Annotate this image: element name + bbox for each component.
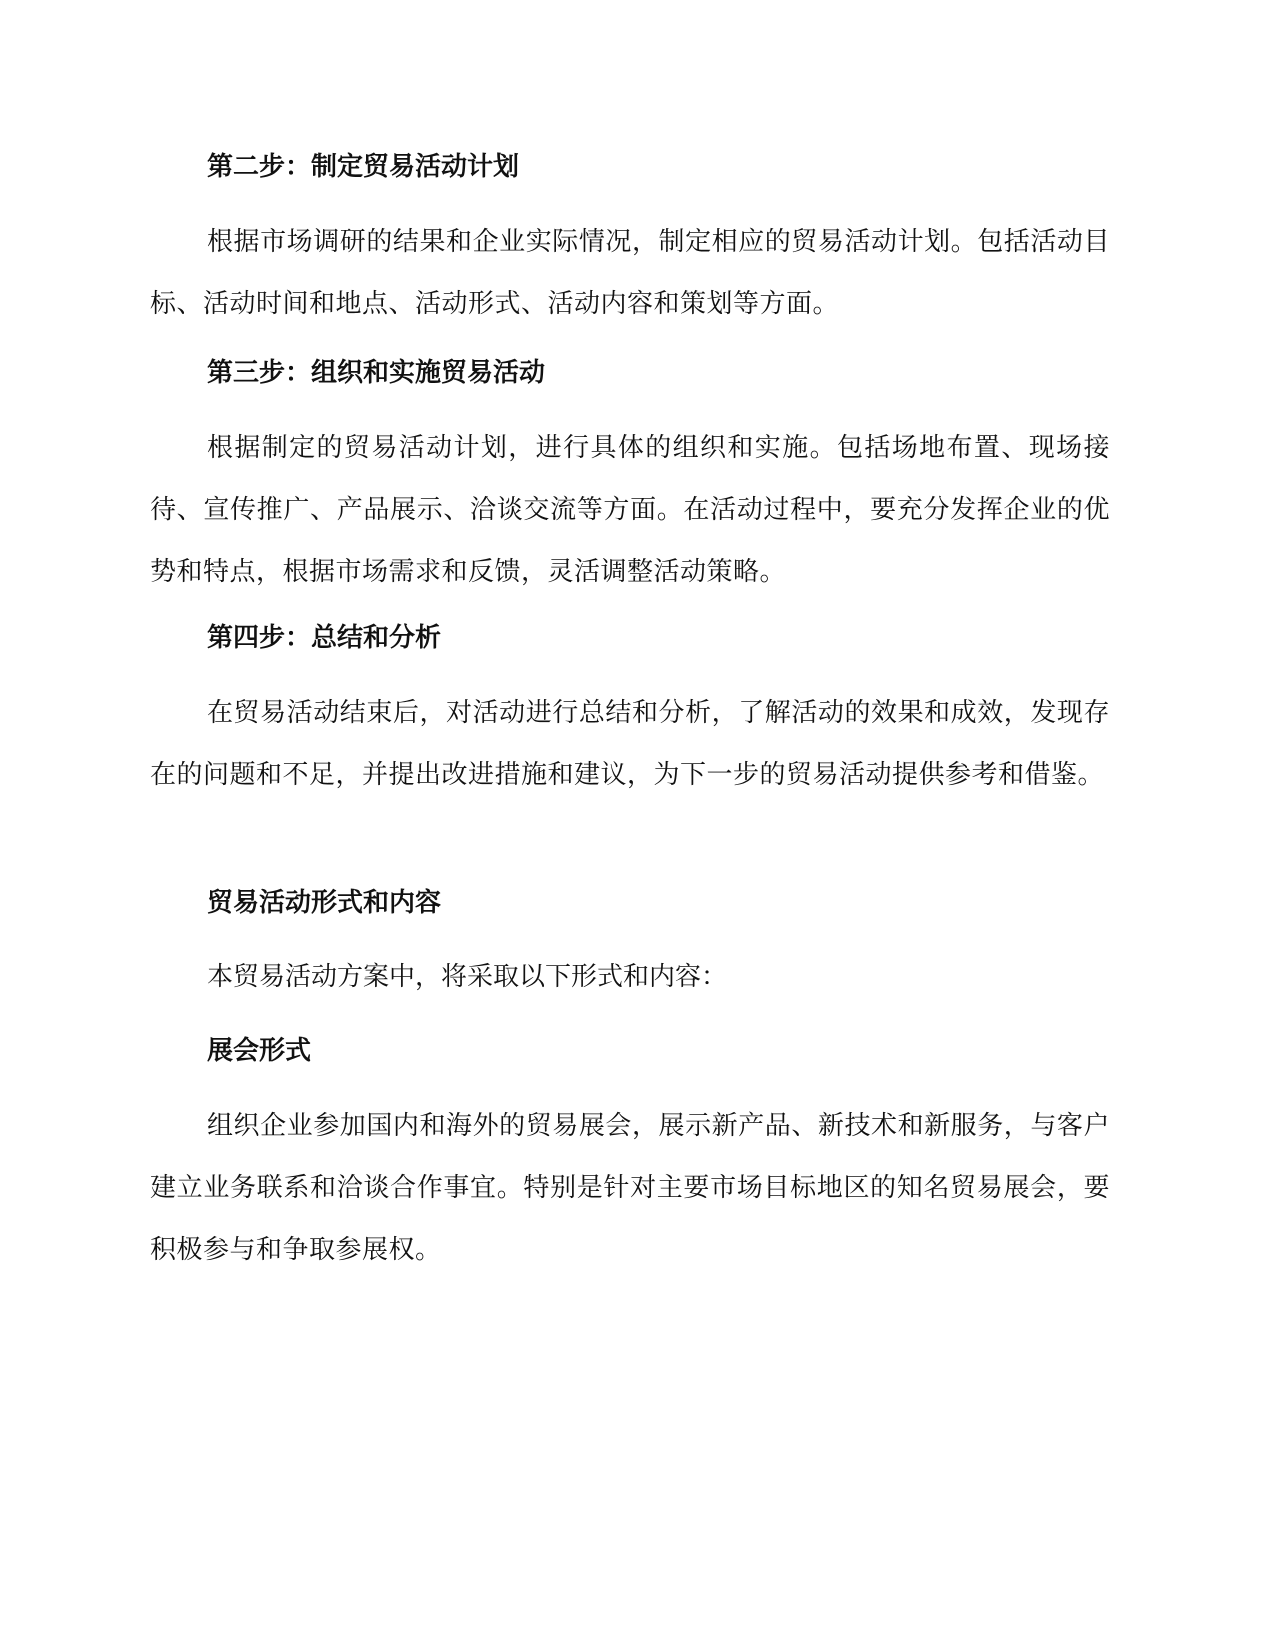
step3-heading: 第三步：组织和实施贸易活动: [207, 358, 546, 388]
step3-paragraph: 根据制定的贸易活动计划，进行具体的组织和实施。包括场地布置、现场接待、宣传推广、产品展示、洽谈交流等方面。在活动过程中，要充分发挥企业的优势和特点，根据市场需求和反馈，灵活调整活动策略。: [150, 433, 1110, 587]
forms-heading: 贸易活动形式和内容: [207, 888, 442, 918]
exhibition-paragraph: 组织企业参加国内和海外的贸易展会，展示新产品、新技术和新服务，与客户建立业务联系和洽谈合作事宜。特别是针对主要市场目标地区的知名贸易展会，要积极参与和争取参展权。: [150, 1111, 1110, 1265]
step4-paragraph: 在贸易活动结束后，对活动进行总结和分析，了解活动的效果和成效，发现存在的问题和不足，并提出改进措施和建议，为下一步的贸易活动提供参考和借鉴。: [150, 698, 1110, 790]
step2-paragraph: 根据市场调研的结果和企业实际情况，制定相应的贸易活动计划。包括活动目标、活动时间和地点、活动形式、活动内容和策划等方面。: [150, 227, 1110, 319]
step2-heading: 第二步：制定贸易活动计划: [207, 152, 520, 182]
exhibition-heading: 展会形式: [207, 1036, 312, 1066]
forms-intro: 本贸易活动方案中，将采取以下形式和内容：: [207, 962, 728, 992]
step4-heading: 第四步：总结和分析: [207, 623, 442, 653]
